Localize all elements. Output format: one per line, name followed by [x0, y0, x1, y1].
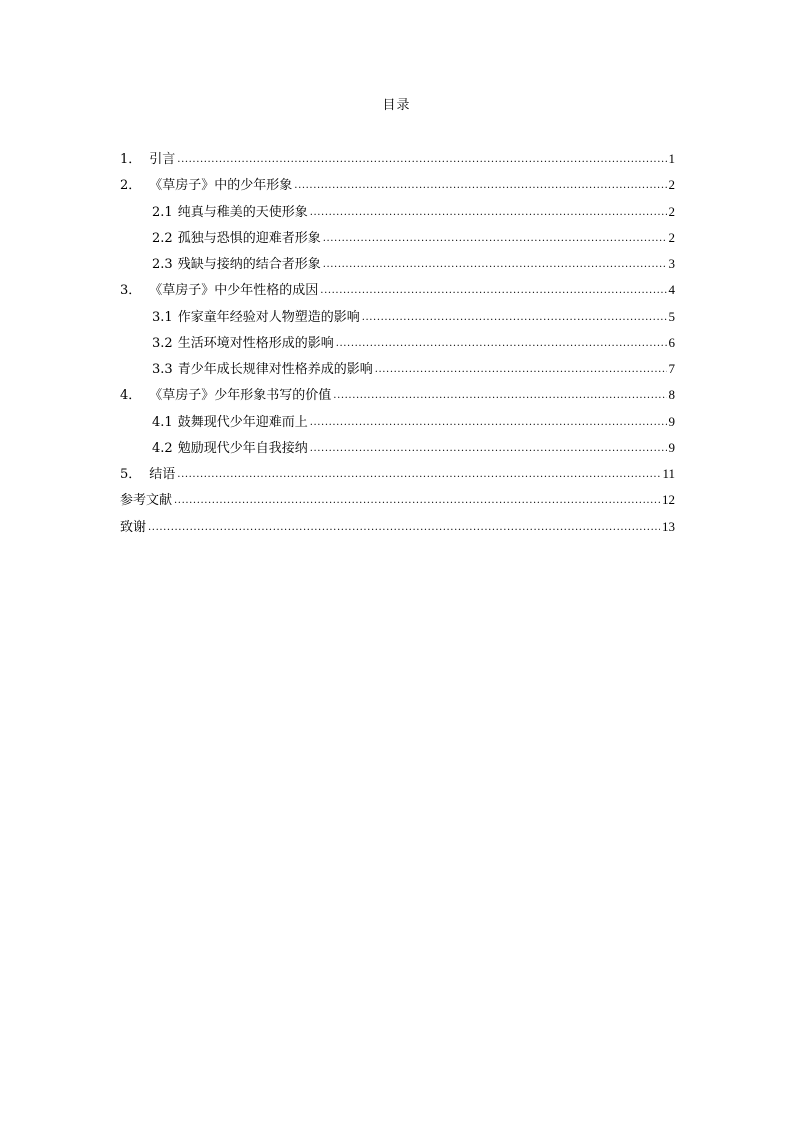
toc-entry-label: 《草房子》少年形象书写的价值: [149, 388, 332, 404]
toc-entry-page-number: 4: [668, 282, 675, 298]
toc-entry-label: 纯真与稚美的天使形象: [177, 204, 308, 220]
toc-entry[interactable]: [120, 359, 675, 385]
toc-entry[interactable]: [120, 175, 675, 201]
toc-dot-leader: [177, 465, 660, 485]
toc-dot-leader: [323, 229, 667, 249]
toc-entry-number: 3.3: [152, 362, 173, 377]
toc-dot-leader: [362, 308, 667, 328]
toc-entry[interactable]: [120, 254, 675, 280]
toc-entry-number: 4.1: [152, 414, 173, 430]
toc-dot-leader: [310, 439, 667, 459]
toc-entry-number: 4．: [120, 388, 142, 404]
toc-entry[interactable]: [120, 307, 675, 333]
toc-dot-leader: [294, 176, 666, 196]
toc-entry-page-number: 5: [668, 308, 675, 324]
toc-entry-label: 致谢: [120, 519, 147, 535]
toc-entry-number: 2.3: [152, 257, 173, 272]
toc-entry-page-number: 13: [662, 518, 675, 534]
toc-dot-leader: [323, 255, 667, 275]
toc-dot-leader: [310, 413, 667, 433]
toc-entry-label: 勉励现代少年自我接纳: [177, 440, 308, 456]
toc-entry-page-number: 2: [668, 177, 675, 193]
toc-entry[interactable]: [120, 464, 675, 490]
toc-entry-number: 3.2: [152, 335, 173, 351]
table-of-contents: [120, 149, 675, 543]
toc-entry[interactable]: [120, 280, 675, 306]
toc-entry-page-number: 9: [668, 439, 675, 455]
toc-entry-page-number: 8: [668, 387, 675, 403]
toc-entry[interactable]: [120, 202, 675, 228]
toc-entry-number: 5．: [120, 467, 142, 482]
toc-entry-label: 生活环境对性格形成的影响: [177, 335, 334, 351]
toc-entry[interactable]: [120, 149, 675, 175]
toc-dot-leader: [148, 518, 660, 538]
toc-entry-number: 2.2: [152, 230, 173, 246]
toc-entry-label: 鼓舞现代少年迎难而上: [177, 414, 308, 430]
toc-dot-leader: [310, 203, 667, 223]
toc-entry-page-number: 1: [668, 151, 675, 166]
toc-entry[interactable]: [120, 228, 675, 254]
toc-entry[interactable]: [120, 517, 675, 543]
toc-entry-number: 3.1: [152, 309, 173, 325]
toc-entry-page-number: 6: [668, 334, 675, 350]
toc-entry-label: 结语: [149, 467, 176, 482]
toc-entry-page-number: 2: [668, 229, 675, 245]
toc-entry-page-number: 12: [662, 492, 675, 508]
toc-entry-label: 残缺与接纳的结合者形象: [177, 257, 321, 272]
toc-entry-number: 2.1: [152, 204, 173, 220]
toc-entry-number: 3．: [120, 283, 142, 299]
toc-dot-leader: [336, 334, 667, 354]
toc-dot-leader: [375, 360, 667, 380]
toc-entry-page-number: 7: [668, 361, 675, 376]
toc-entry-number: 2．: [120, 178, 142, 194]
toc-entry-number: 4.2: [152, 440, 173, 456]
toc-dot-leader: [177, 150, 666, 170]
toc-entry-label: 参考文献: [120, 493, 173, 509]
toc-entry[interactable]: [120, 412, 675, 438]
toc-title: 目录: [382, 98, 411, 113]
toc-entry[interactable]: [120, 333, 675, 359]
toc-entry-number: 1．: [120, 152, 142, 167]
toc-dot-leader: [333, 386, 666, 406]
toc-entry-page-number: 11: [662, 466, 675, 481]
toc-entry[interactable]: [120, 490, 675, 516]
toc-entry-label: 孤独与恐惧的迎难者形象: [177, 230, 321, 246]
toc-entry-label: 《草房子》中少年性格的成因: [149, 283, 319, 299]
toc-entry-page-number: 9: [668, 413, 675, 429]
toc-entry-page-number: 3: [668, 256, 675, 271]
toc-entry-label: 引言: [149, 152, 176, 167]
toc-entry[interactable]: [120, 438, 675, 464]
toc-dot-leader: [320, 281, 666, 301]
toc-entry[interactable]: [120, 385, 675, 411]
toc-dot-leader: [174, 491, 660, 511]
toc-entry-label: 青少年成长规律对性格养成的影响: [177, 362, 373, 377]
toc-entry-label: 《草房子》中的少年形象: [149, 178, 293, 194]
toc-entry-page-number: 2: [668, 203, 675, 219]
toc-entry-label: 作家童年经验对人物塑造的影响: [177, 309, 360, 325]
